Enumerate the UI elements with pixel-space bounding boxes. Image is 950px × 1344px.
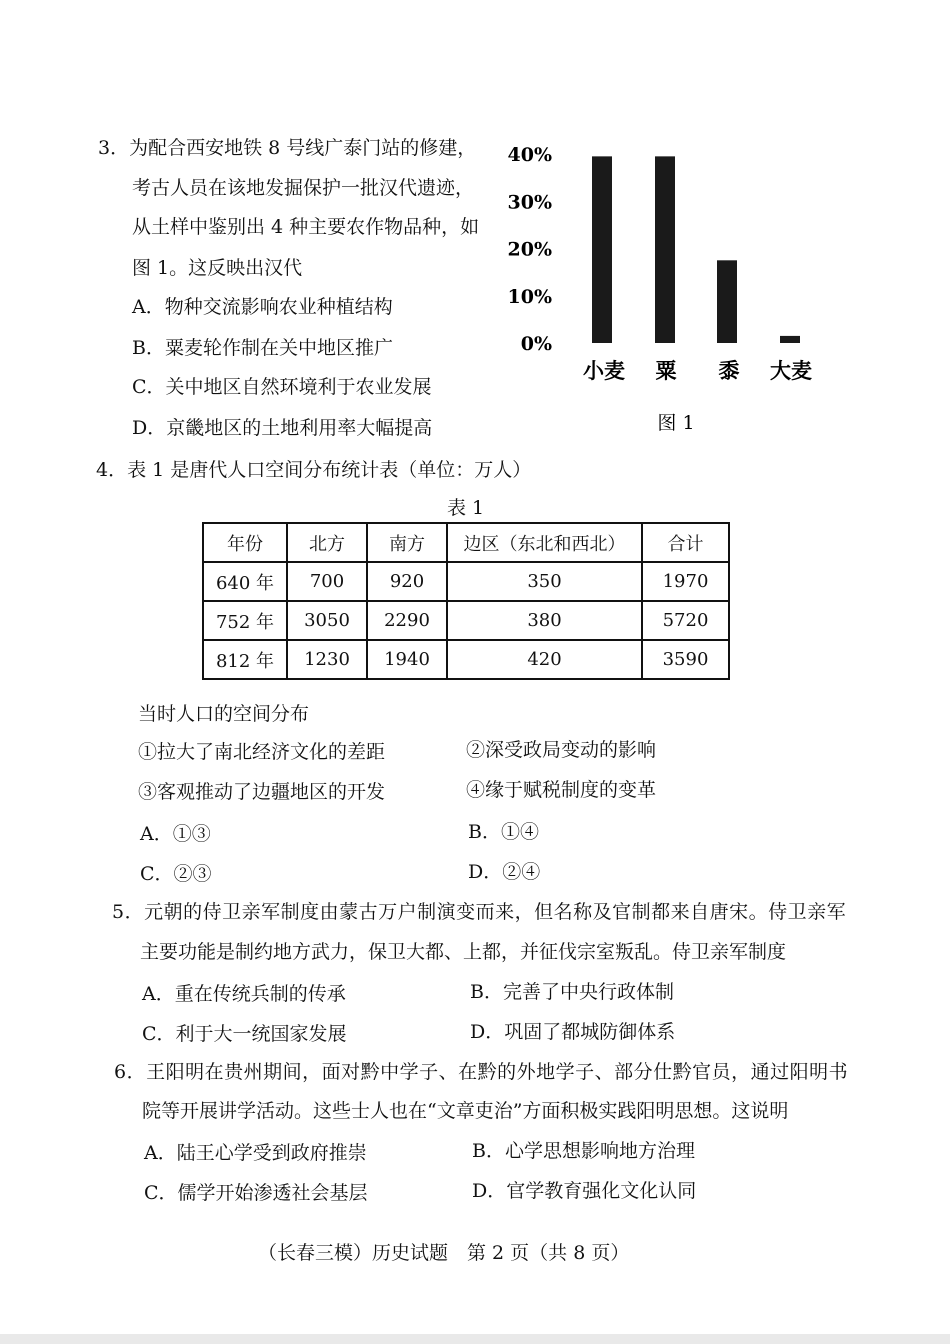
q5-option-b: B．完善了中央行政体制 (470, 981, 674, 1003)
population-table (202, 522, 730, 680)
q3-stem-line-1: 3．为配合西安地铁 8 号线广泰门站的修建， (98, 137, 477, 159)
table-cell: 5720 (642, 601, 729, 640)
table-header-total: 合计 (642, 523, 729, 562)
table-cell: 812 年 (203, 640, 287, 679)
q5-stem-line-2: 主要功能是制约地方武力，保卫大都、上都，并征伐宗室叛乱。侍卫亲军制度 (140, 941, 787, 963)
x-category-label: 小麦 (583, 359, 625, 383)
x-category-label: 大麦 (770, 359, 812, 383)
bar-4 (780, 336, 800, 343)
table-cell: 380 (447, 601, 642, 640)
y-tick-label: 40% (507, 144, 552, 166)
q3-option-a: A．物种交流影响农业种植结构 (132, 296, 393, 318)
table-header-north: 北方 (287, 523, 367, 562)
q3-option-c: C．关中地区自然环境利于农业发展 (132, 376, 432, 398)
figure-caption: 图 1 (657, 412, 695, 434)
q4-statement-3: ③客观推动了边疆地区的开发 (138, 781, 386, 803)
table-row (203, 640, 729, 679)
table-header-year: 年份 (203, 523, 287, 562)
q5-stem-line-1: 5．元朝的侍卫亲军制度由蒙古万户制演变而来，但名称及官制都来自唐宋。侍卫亲军 (112, 901, 847, 923)
table-cell: 2290 (367, 601, 447, 640)
q5-option-a: A．重在传统兵制的传承 (142, 983, 346, 1005)
q4-option-c: C．②③ (140, 863, 212, 885)
y-tick-label: 30% (507, 191, 552, 214)
table-cell: 3050 (287, 601, 367, 640)
q3-option-b: B．粟麦轮作制在关中地区推广 (132, 337, 393, 359)
bar-1 (592, 156, 612, 343)
table-header-frontier: 边区（东北和西北） (447, 523, 642, 562)
q4-option-b: B．①④ (468, 821, 539, 843)
table-cell: 350 (447, 562, 642, 601)
q3-stem-line-3: 从土样中鉴别出 4 种主要农作物品种，如 (132, 216, 480, 238)
table-cell: 1970 (642, 562, 729, 601)
bar-2 (655, 156, 675, 343)
q6-option-b: B．心学思想影响地方治理 (472, 1140, 695, 1162)
y-tick-label: 0% (520, 333, 552, 355)
q4-option-a: A．①③ (140, 823, 211, 845)
page-footer: （长春三模）历史试题 第 2 页（共 8 页） (258, 1242, 630, 1264)
q4-option-d: D．②④ (468, 861, 541, 883)
q6-stem-line-2: 院等开展讲学活动。这些士人也在“文章吏治”方面积极实践阳明思想。这说明 (142, 1100, 789, 1122)
q3-stem-line-2: 考古人员在该地发掘保护一批汉代遗迹， (132, 177, 475, 199)
q6-option-d: D．官学教育强化文化认同 (472, 1180, 697, 1202)
table-cell: 640 年 (203, 562, 287, 601)
q4-statement-1: ①拉大了南北经济文化的差距 (138, 741, 386, 763)
scan-bottom-edge (0, 1334, 950, 1344)
y-tick-label: 20% (507, 238, 552, 261)
q5-option-c: C．利于大一统国家发展 (142, 1023, 347, 1045)
q6-option-a: A．陆王心学受到政府推崇 (144, 1142, 367, 1164)
q5-option-d: D．巩固了都城防御体系 (470, 1021, 676, 1043)
table-row (203, 601, 729, 640)
q3-option-d: D．京畿地区的土地利用率大幅提高 (132, 417, 433, 439)
q6-stem-line-1: 6．王阳明在贵州期间，面对黔中学子、在黔的外地学子、部分仕黔官员，通过阳明书 (114, 1061, 849, 1083)
table-header-row (203, 523, 729, 562)
table-cell: 3590 (642, 640, 729, 679)
y-tick-label: 10% (507, 285, 552, 308)
table-cell: 1230 (287, 640, 367, 679)
q3-stem-line-4: 图 1。这反映出汉代 (132, 257, 303, 279)
table-row (203, 562, 729, 601)
table-cell: 752 年 (203, 601, 287, 640)
bar-3 (717, 260, 737, 343)
table-cell: 920 (367, 562, 447, 601)
figure-1-bar-chart (500, 130, 830, 440)
x-category-label: 黍 (718, 359, 740, 383)
q4-statement-2: ②深受政局变动的影响 (466, 739, 657, 761)
table-cell: 420 (447, 640, 642, 679)
table-cell: 700 (287, 562, 367, 601)
q6-option-c: C．儒学开始渗透社会基层 (144, 1182, 368, 1204)
table-cell: 1940 (367, 640, 447, 679)
table-1-title: 表 1 (447, 497, 485, 519)
x-category-label: 粟 (655, 359, 677, 383)
q4-question: 当时人口的空间分布 (138, 703, 310, 725)
q4-stem: 4．表 1 是唐代人口空间分布统计表（单位：万人） (96, 459, 532, 481)
q4-statement-4: ④缘于赋税制度的变革 (466, 779, 657, 801)
table-header-south: 南方 (367, 523, 447, 562)
